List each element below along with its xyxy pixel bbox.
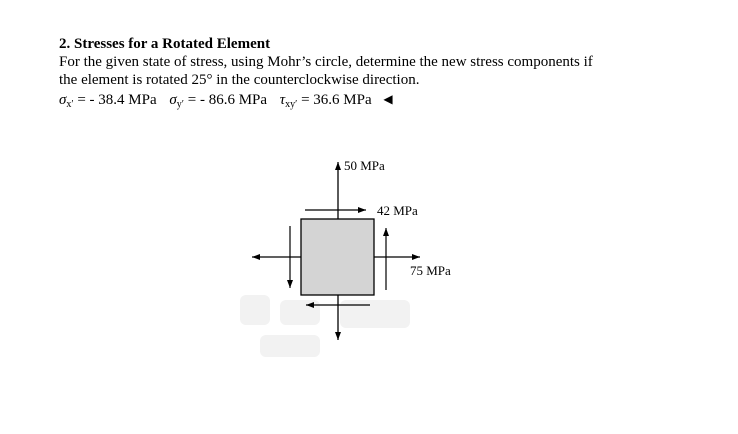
tau-xy-symbol: τ [279,92,286,108]
left-triangle-icon: ◀ [383,92,393,106]
right-normal-arrow [374,254,420,260]
problem-text-line-1: For the given state of stress, using Mohr’s circle, determine the new stress components if [59,54,593,70]
stress-element-square [301,219,374,295]
tau-xy-value: = 36.6 MPa [297,92,372,108]
tau-xy-subscript: xy′ [285,99,298,110]
sigma-x-value: = - 38.4 MPa [73,92,157,108]
problem-text-line-2: the element is rotated 25° in the counterclockwise direction. [59,72,420,88]
sigma-x-symbol: σ [59,92,67,108]
shear-arrow-right [383,228,389,290]
sigma-x-subscript: x′ [66,99,74,110]
label-right-stress: 75 MPa [410,263,451,278]
label-shear-stress: 42 MPa [377,203,418,218]
left-normal-arrow [252,254,301,260]
sigma-y-symbol: σ [169,92,177,108]
sigma-y-subscript: y′ [176,99,184,110]
sigma-y-value: = - 86.6 MPa [183,92,268,108]
label-top-stress: 50 MPa [344,158,385,173]
faint-artifacts [240,295,410,357]
shear-arrow-top [305,207,366,213]
problem-heading: 2. Stresses for a Rotated Element [59,36,271,52]
